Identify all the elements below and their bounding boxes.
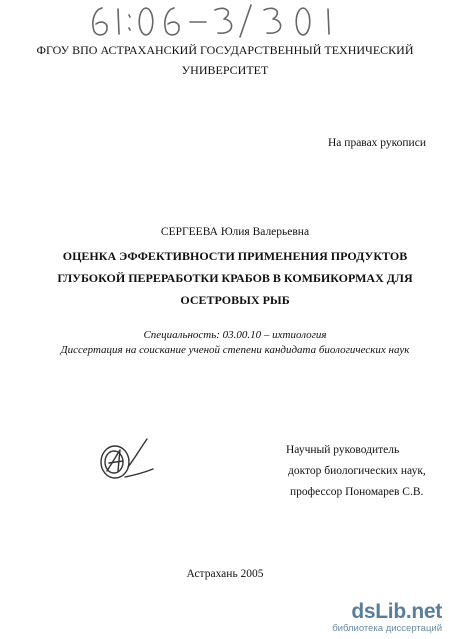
watermark-tagline: библиотека диссертаций — [332, 623, 442, 634]
title-line-1: ОЦЕНКА ЭФФЕКТИВНОСТИ ПРИМЕНЕНИЯ ПРОДУКТОВ — [62, 249, 408, 263]
signature-stamp — [95, 433, 165, 491]
handwritten-catalog-code — [88, 2, 358, 38]
dslib-watermark — [332, 601, 442, 635]
institution-header — [0, 40, 450, 80]
manuscript-rights-note: На правах рукописи — [328, 137, 426, 149]
author-name: СЕРГЕЕВА Юлия Валерьевна — [160, 226, 310, 238]
supervisor-degree: доктор биологических наук, — [288, 465, 426, 477]
supervisor-role: Научный руководитель — [286, 444, 400, 456]
city-year: Астрахань 2005 — [186, 568, 264, 580]
specialty-block — [0, 328, 450, 358]
supervisor-block — [286, 440, 426, 503]
title-line-3: ОСЕТРОВЫХ РЫБ — [180, 293, 290, 307]
dissertation-type-line: Диссертация на соискание ученой степени кандидата биологических наук — [60, 344, 410, 356]
watermark-brand: dsLib.net — [351, 600, 442, 623]
institution-line-1: ФГОУ ВПО АСТРАХАНСКИЙ ГОСУДАРСТВЕННЫЙ ТЕХНИЧЕСКИЙ — [36, 43, 414, 57]
title-line-2: ГЛУБОКОЙ ПЕРЕРАБОТКИ КРАБОВ В КОМБИКОРМАХ ДЛЯ — [57, 271, 413, 285]
specialty-line: Специальность: 03.00.10 – ихтиология — [143, 329, 327, 341]
institution-line-2: УНИВЕРСИТЕТ — [181, 63, 269, 77]
dissertation-title — [0, 245, 450, 311]
supervisor-name: профессор Пономарев С.В. — [290, 486, 424, 498]
